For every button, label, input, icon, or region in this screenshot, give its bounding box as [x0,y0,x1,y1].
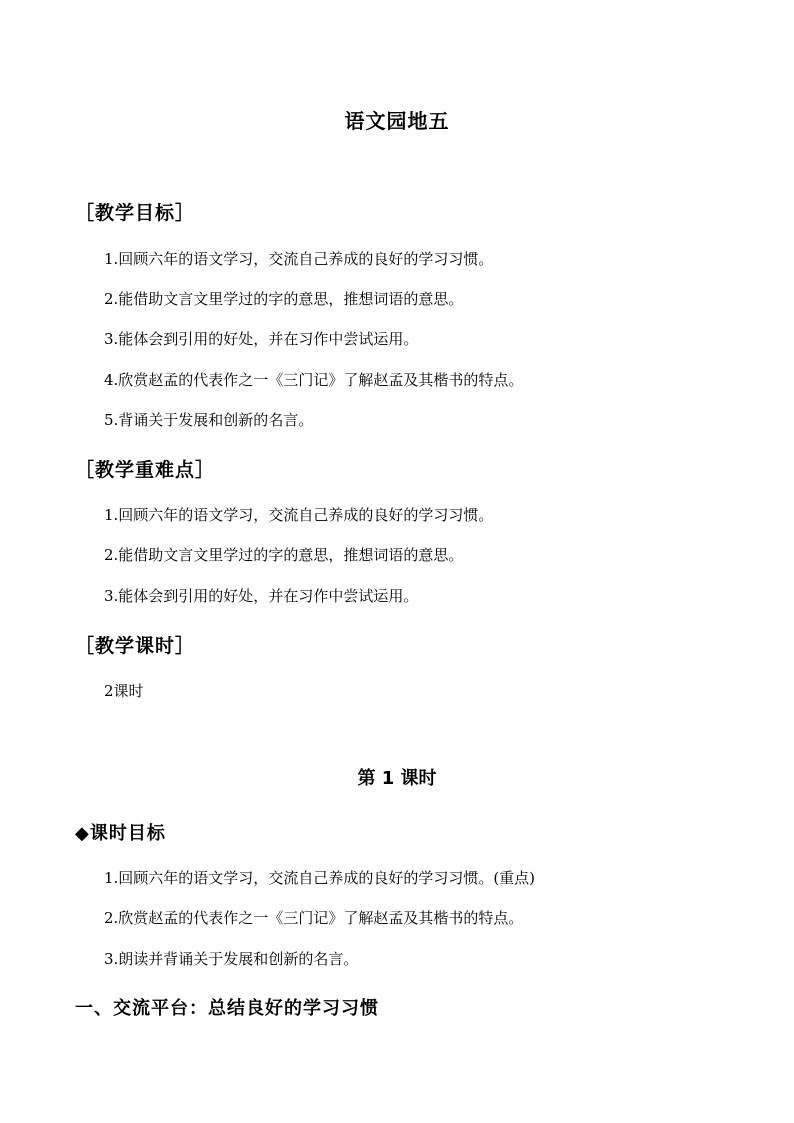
lesson-goal-item: 1.回顾六年的语文学习，交流自己养成的良好的学习习惯。(重点) [104,869,536,887]
lesson-goals-heading: ◆课时目标 [75,823,166,844]
document-title: 语文园地五 [344,109,450,133]
objective-item: 3.能体会到引用的好处，并在习作中尝试运用。 [104,330,419,348]
section-heading: 一、交流平台：总结良好的学习习惯 [75,998,379,1019]
lesson-goal-item: 3.朗读并背诵关于发展和创新的名言。 [104,950,359,968]
objective-item: 1.回顾六年的语文学习，交流自己养成的良好的学习习惯。 [104,250,494,268]
key-points-heading: ［教学重难点］ [75,459,216,481]
objective-item: 5.背诵关于发展和创新的名言。 [104,411,314,429]
class-hours-heading: ［教学课时］ [75,635,196,657]
key-point-item: 2.能借助文言文里学过的字的意思，推想词语的意思。 [104,546,464,564]
objective-item: 2.能借助文言文里学过的字的意思，推想词语的意思。 [104,290,464,308]
lesson-title: 第 1 课时 [357,768,437,789]
objective-item: 4.欣赏赵孟的代表作之一《三门记》了解赵孟及其楷书的特点。 [104,371,524,389]
objectives-heading: ［教学目标］ [75,202,196,224]
lesson-goal-item: 2.欣赏赵孟的代表作之一《三门记》了解赵孟及其楷书的特点。 [104,909,524,927]
key-point-item: 1.回顾六年的语文学习，交流自己养成的良好的学习习惯。 [104,506,494,524]
class-hours-value: 2课时 [104,682,144,700]
key-point-item: 3.能体会到引用的好处，并在习作中尝试运用。 [104,587,419,605]
